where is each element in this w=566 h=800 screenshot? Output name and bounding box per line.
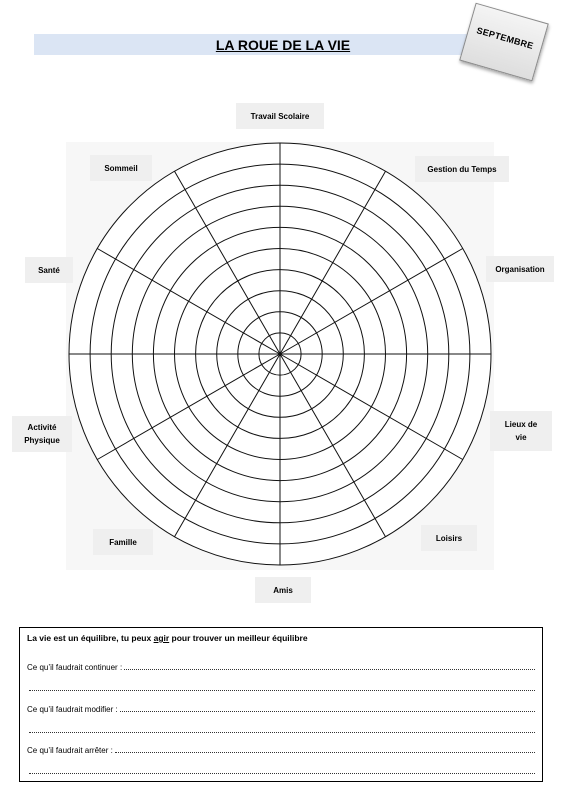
modify-answer-line[interactable] (120, 703, 535, 712)
month-tag-label: SEPTEMBRE (475, 25, 535, 52)
reflection-heading-start: La vie est un équilibre, tu peux (27, 633, 154, 643)
modify-answer-line-2[interactable] (29, 724, 535, 733)
label-sommeil: Sommeil (90, 155, 152, 181)
life-wheel (66, 142, 494, 570)
label-amis: Amis (255, 577, 311, 603)
label-organisation: Organisation (486, 256, 554, 282)
modify-extra-row (27, 724, 535, 733)
label-activite-physique-line2: Physique (24, 436, 60, 445)
stop-answer-line-2[interactable] (29, 765, 535, 774)
month-tag (459, 3, 549, 82)
reflection-heading (27, 633, 308, 643)
continue-row (27, 661, 535, 672)
label-activite-physique (12, 416, 72, 452)
label-lieux-de-vie (490, 411, 552, 451)
continue-answer-line-2[interactable] (29, 682, 535, 691)
stop-answer-line[interactable] (115, 744, 535, 753)
continue-label: Ce qu’il faudrait continuer : (27, 663, 123, 672)
label-lieux-de-vie-line2: vie (515, 433, 527, 442)
label-lieux-de-vie-line1: Lieux de (504, 420, 538, 429)
label-sante: Santé (25, 257, 73, 283)
label-gestion-du-temps: Gestion du Temps (415, 156, 509, 182)
label-activite-physique-line1: Activité (27, 423, 57, 432)
reflection-box (19, 627, 543, 782)
label-famille: Famille (93, 529, 153, 555)
stop-extra-row (27, 765, 535, 774)
label-travail-scolaire: Travail Scolaire (236, 103, 324, 129)
stop-label: Ce qu’il faudrait arrêter : (27, 746, 113, 755)
stop-row (27, 744, 535, 755)
continue-extra-row (27, 682, 535, 691)
modify-label: Ce qu’il faudrait modifier : (27, 705, 118, 714)
continue-answer-line[interactable] (124, 661, 535, 670)
reflection-heading-end: pour trouver un meilleur équilibre (169, 633, 308, 643)
wheel-panel (66, 142, 494, 570)
reflection-heading-emphasis: agir (153, 633, 170, 643)
modify-row (27, 703, 535, 714)
page-title: LA ROUE DE LA VIE (215, 37, 351, 53)
label-loisirs: Loisirs (421, 525, 477, 551)
